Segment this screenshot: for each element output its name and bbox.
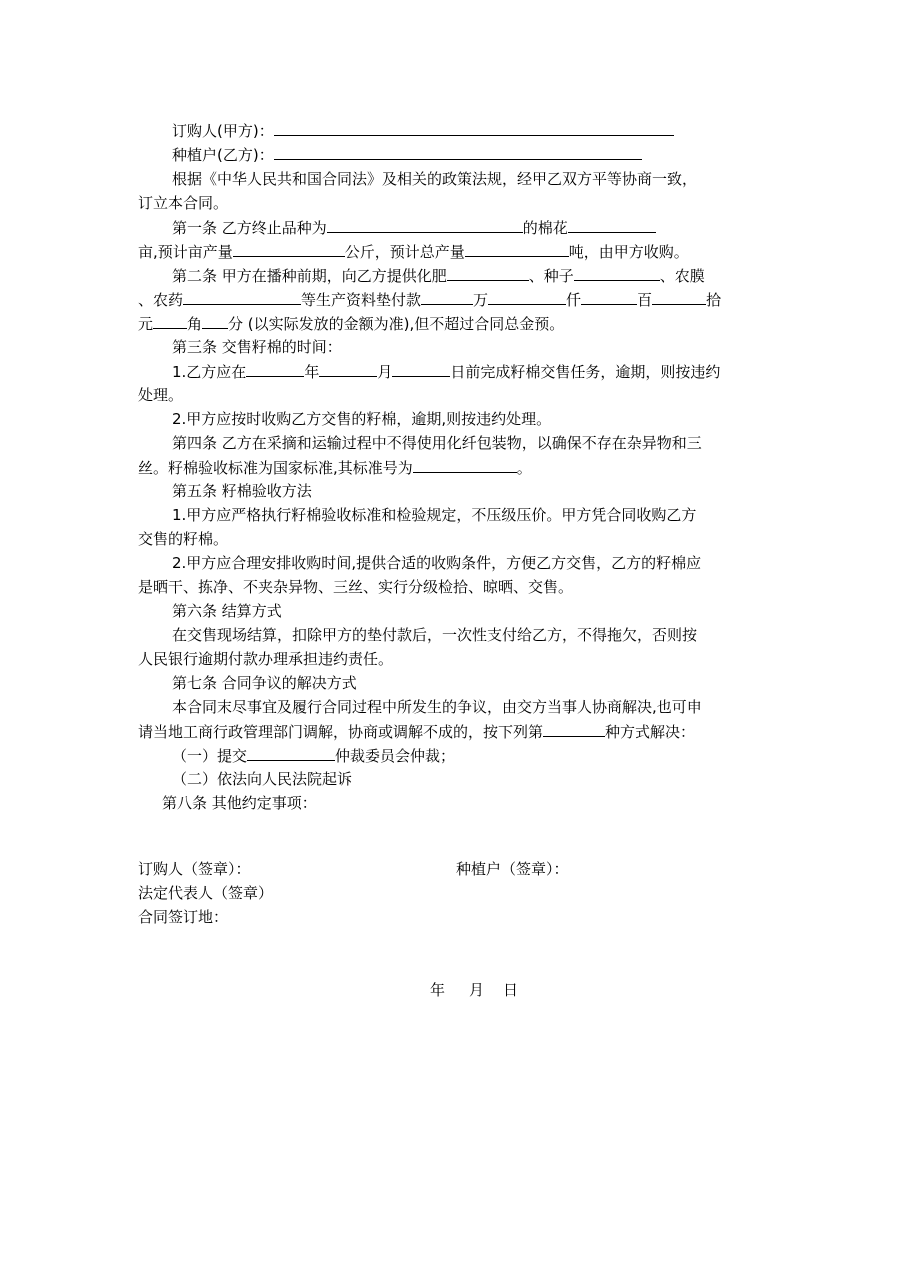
date-month: 月 — [469, 981, 485, 999]
date-day: 日 — [503, 981, 519, 999]
article-3-item-1-line-1: 1.乙方应在 年 月 日前完成籽棉交售任务，逾期，则按违约 — [172, 363, 721, 381]
article-3-item-1-line-2: 处理。 — [138, 386, 184, 404]
method-number-blank — [543, 721, 605, 737]
intro-line-1: 根据《中华人民共和国合同法》及相关的政策法规，经甲乙双方平等协商一致， — [172, 170, 698, 188]
standard-number-blank — [413, 457, 517, 473]
variety-blank — [327, 217, 523, 233]
article-1-line-1: 第一条 乙方终止品种为 的棉花 — [172, 217, 656, 238]
pesticide-blank — [183, 289, 301, 305]
fertilizer-blank — [447, 265, 529, 281]
seed-blank — [574, 265, 660, 281]
yield-per-mu-blank — [233, 241, 345, 257]
article-5-item-1-line-1: 1.甲方应严格执行籽棉验收标准和检验规定，不压级压价。甲方凭合同收购乙方 — [172, 506, 697, 524]
article-3-item-2: 2.甲方应按时收购乙方交售的籽棉，逾期,则按违约处理。 — [172, 410, 552, 428]
amount-shi-blank — [652, 289, 706, 305]
article-2-line-2: 、农药 等生产资料垫付款 万 仟 百 拾 — [138, 291, 722, 309]
article-3-title: 第三条 交售籽棉的时间： — [172, 338, 342, 356]
article-8-title: 第八条 其他约定事项： — [162, 794, 317, 812]
buyer-label: 订购人(甲方)： — [172, 122, 274, 140]
amount-qian-blank — [488, 289, 566, 305]
article-1-line-2: 亩,预计亩产量 公斤，预计总产量 吨，由甲方收购。 — [138, 243, 689, 261]
article-7-line-1: 本合同末尽事宜及履行合同过程中所发生的争议，由交方当事人协商解决,也可申 — [172, 698, 702, 716]
article-5-item-1-line-2: 交售的籽棉。 — [138, 530, 229, 548]
amount-yuan-blank — [153, 313, 187, 329]
legal-rep-signature-label: 法定代表人（签章） — [138, 884, 274, 902]
grower-signature-label: 种植户（签章）： — [456, 860, 569, 878]
article-5-item-2-line-1: 2.甲方应合理安排收购时间,提供合适的收购条件，方便乙方交售，乙方的籽棉应 — [172, 554, 702, 572]
amount-bai-blank — [581, 289, 637, 305]
deadline-month-blank — [319, 361, 377, 377]
grower-blank — [274, 144, 642, 160]
deadline-year-blank — [246, 361, 304, 377]
buyer-signature-label: 订购人（签章）： — [138, 860, 251, 878]
arbitration-committee-blank — [247, 745, 335, 761]
buyer-blank — [274, 120, 674, 136]
article-7-option-1: （一）提交 仲裁委员会仲裁； — [172, 747, 456, 765]
acreage-blank — [568, 217, 656, 233]
amount-wan-blank — [421, 289, 473, 305]
article-2-line-1: 第二条 甲方在播种前期，向乙方提供化肥 、种子 、农膜 — [172, 267, 705, 285]
article-6-line-2: 人民银行逾期付款办理承担违约责任。 — [138, 650, 394, 668]
grower-label: 种植户(乙方)： — [172, 146, 274, 164]
date-year: 年 — [430, 981, 446, 999]
deadline-day-blank — [392, 361, 450, 377]
grower-line — [172, 144, 642, 165]
article-5-item-2-line-2: 是晒干、拣净、不夹杂异物、三丝、实行分级检拾、晾晒、交售。 — [138, 578, 574, 596]
article-7-option-2: （二）依法向人民法院起诉 — [172, 770, 353, 788]
signing-place-label: 合同签订地： — [138, 908, 229, 926]
buyer-line — [172, 120, 674, 141]
article-6-line-1: 在交售现场结算，扣除甲方的垫付款后，一次性支付给乙方，不得拖欠，否则按 — [172, 626, 698, 644]
total-yield-blank — [465, 241, 569, 257]
article-6-title: 第六条 结算方式 — [172, 602, 282, 620]
article-2-line-3: 元 角 分 (以实际发放的金额为准),但不超过合同总金预。 — [138, 315, 565, 333]
article-4-line-2: 丝。籽棉验收标准为国家标准,其标准号为 。 — [138, 459, 532, 477]
article-5-title: 第五条 籽棉验收方法 — [172, 482, 312, 500]
amount-jiao-blank — [202, 313, 228, 329]
intro-line-2: 订立本合同。 — [138, 194, 229, 212]
article-7-line-2: 请当地工商行政管理部门调解，协商或调解不成的，按下列第 种方式解决： — [138, 723, 696, 741]
article-4-line-1: 第四条 乙方在采摘和运输过程中不得使用化纤包装物，以确保不存在杂异物和三 — [172, 434, 702, 452]
article-7-title: 第七条 合同争议的解决方式 — [172, 674, 357, 692]
